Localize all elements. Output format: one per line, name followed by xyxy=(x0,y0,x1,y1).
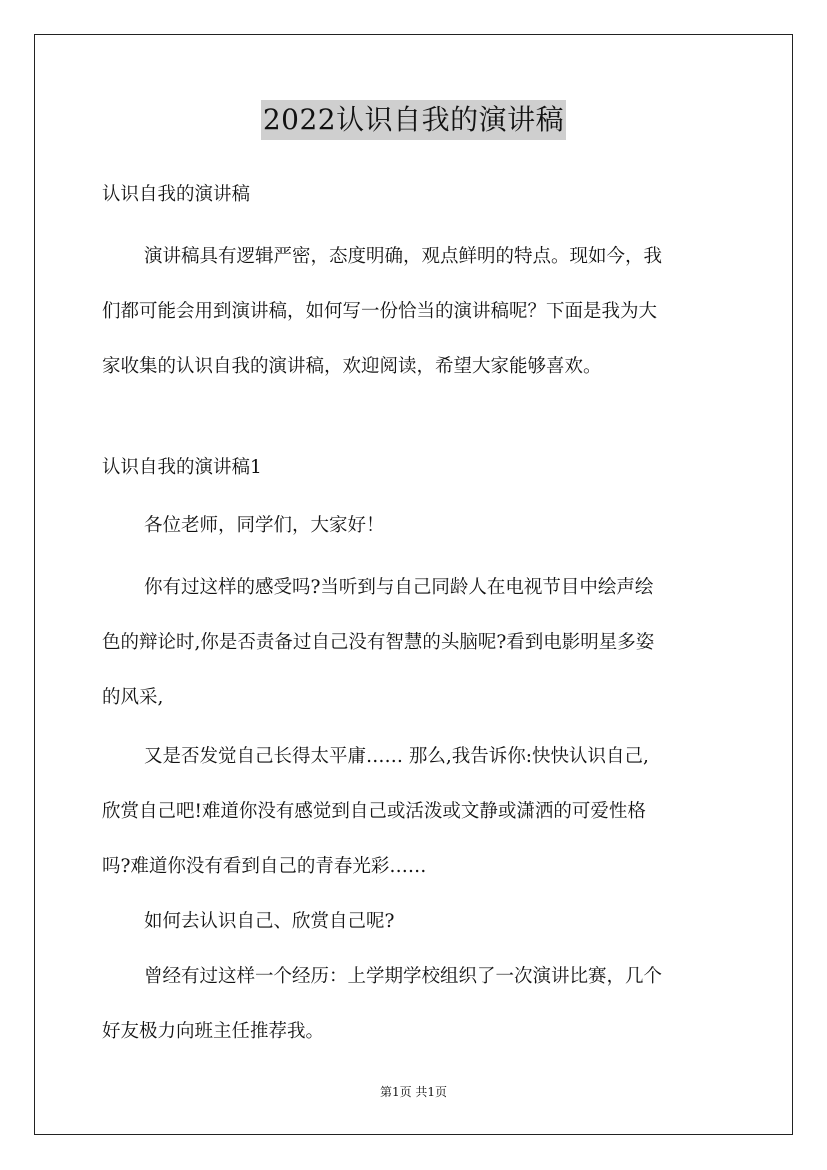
paragraph-line: 吗?难道你没有看到自己的青春光彩…… xyxy=(102,856,427,877)
paragraph-line: 好友极力向班主任推荐我。 xyxy=(102,1021,325,1042)
paragraph-line: 的风采, xyxy=(102,687,164,708)
greeting: 各位老师，同学们，大家好！ xyxy=(144,515,385,536)
paragraph-2 xyxy=(102,729,726,894)
intro-line: 们都可能会用到演讲稿，如何写一份恰当的演讲稿呢？下面是我为大 xyxy=(102,301,658,322)
paragraph-line: 色的辩论时,你是否责备过自己没有智慧的头脑呢?看到电影明星多姿 xyxy=(102,632,655,653)
paragraph-line: 如何去认识自己、欣赏自己呢? xyxy=(144,911,395,932)
document-title: 2022认识自我的演讲稿 xyxy=(261,100,566,140)
page-number: 第1页 共1页 xyxy=(379,1085,448,1099)
intro-line: 演讲稿具有逻辑严密，态度明确，观点鲜明的特点。现如今，我 xyxy=(144,246,663,267)
paragraph-line: 你有过这样的感受吗?当听到与自己同龄人在电视节目中绘声绘 xyxy=(144,577,654,598)
document-body xyxy=(102,175,726,1059)
paragraph-line: 欣赏自己吧!难道你没有感觉到自己或活泼或文静或潇洒的可爱性格 xyxy=(102,801,646,822)
paragraph-line: 曾经有过这样一个经历：上学期学校组织了一次演讲比赛，几个 xyxy=(144,966,663,987)
section-heading: 认识自我的演讲稿1 xyxy=(102,457,262,478)
paragraph-line: 又是否发觉自己长得太平庸…… 那么,我告诉你:快快认识自己, xyxy=(144,746,649,767)
title-container xyxy=(0,100,827,140)
intro-line: 家收集的认识自我的演讲稿，欢迎阅读，希望大家能够喜欢。 xyxy=(102,356,602,377)
paragraph-1 xyxy=(102,560,726,725)
paragraph-3 xyxy=(102,894,726,949)
intro-paragraph xyxy=(102,229,726,394)
paragraph-4 xyxy=(102,949,726,1059)
subtitle: 认识自我的演讲稿 xyxy=(102,184,251,205)
page-footer xyxy=(0,1083,827,1100)
